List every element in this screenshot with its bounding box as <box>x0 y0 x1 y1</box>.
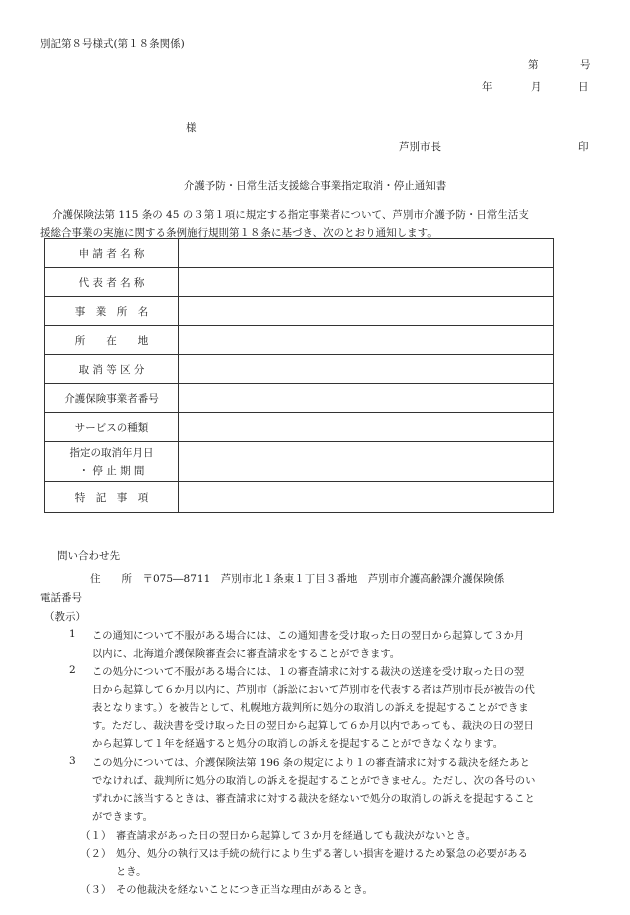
info-table <box>44 238 554 513</box>
row-label: 介護保険事業者番号 <box>45 384 179 413</box>
table-row <box>45 239 554 268</box>
table-row <box>45 355 554 384</box>
note-line: この処分については、介護保険法第 196 条の規定により１の審査請求に対する裁決を経たあと <box>92 757 530 769</box>
note-line: その他裁決を経ないことにつき正当な理由があるとき。 <box>116 884 373 896</box>
sub-note-item <box>116 845 602 881</box>
note-line: ができます。 <box>92 811 153 823</box>
row-value[interactable] <box>179 413 554 442</box>
row-value[interactable] <box>179 326 554 355</box>
number-dai: 第 <box>528 59 539 71</box>
sub-note-number: （２） <box>80 848 112 860</box>
row-value[interactable] <box>179 268 554 297</box>
row-value[interactable] <box>179 355 554 384</box>
note-line: 日から起算して６か月以内に、芦別市（訴訟において芦別市を代表する者は芦別市長が被告の代 <box>92 684 535 696</box>
table-row <box>45 442 554 482</box>
note-line: 以内に、北海道介護保険審査会に審査請求をすることができます。 <box>92 648 401 660</box>
sub-note-number: （１） <box>80 830 112 842</box>
table-row <box>45 413 554 442</box>
note-line: す。ただし、裁決書を受け取った日の翌日から起算して６か月以内であっても、裁決の日の翌日 <box>92 720 534 732</box>
table-row <box>45 482 554 513</box>
document-title: 介護予防・日常生活支援総合事業指定取消・停止通知書 <box>183 180 447 192</box>
note-item <box>92 663 602 753</box>
contact-heading: 問い合わせ先 <box>57 550 120 562</box>
contact-phone-label: 電話番号 <box>40 592 82 604</box>
note-item <box>92 627 602 663</box>
table-row <box>45 297 554 326</box>
number-go: 号 <box>580 59 591 71</box>
row-value[interactable] <box>179 297 554 326</box>
row-label: 代 表 者 名 称 <box>45 268 179 297</box>
notes-heading: （教示） <box>44 611 86 623</box>
issuer: 芦別市長 <box>399 141 441 153</box>
date-year: 年 <box>482 81 493 93</box>
note-line: とき。 <box>116 866 147 878</box>
row-label-line: 指定の取消年月日 <box>69 446 154 459</box>
note-line: この処分について不服がある場合には、１の審査請求に対する裁決の送達を受け取った日の翌 <box>92 666 525 678</box>
row-label: サービスの種類 <box>45 413 179 442</box>
row-label: 特 記 事 項 <box>45 482 179 513</box>
table-row <box>45 384 554 413</box>
intro-paragraph <box>40 206 600 242</box>
note-number: 3 <box>69 755 76 767</box>
row-value[interactable] <box>179 482 554 513</box>
date-month: 月 <box>531 81 542 93</box>
row-value[interactable] <box>179 384 554 413</box>
row-label: 事 業 所 名 <box>45 297 179 326</box>
intro-line: 援総合事業の実施に関する条例施行規則第１８条に基づき、次のとおり通知します。 <box>40 227 438 239</box>
note-line: ずれかに該当するときは、審査請求に対する裁決を経ないで処分の取消しの訴えを提起すること <box>92 793 535 805</box>
note-number: 1 <box>69 628 76 640</box>
note-item <box>92 754 602 826</box>
row-label: 所 在 地 <box>45 326 179 355</box>
row-value[interactable] <box>179 442 554 482</box>
note-line: から起算して１年を経過すると処分の取消しの訴えを提起することができなくなります。 <box>92 738 504 750</box>
row-label: 取 消 等 区 分 <box>45 355 179 384</box>
note-line: でなければ、裁判所に処分の取消しの訴えを提起することができません。ただし、次の各号のい <box>92 775 536 787</box>
note-number: 2 <box>69 664 76 676</box>
table-row <box>45 268 554 297</box>
row-label <box>45 442 179 482</box>
date-day: 日 <box>578 81 589 93</box>
sub-note-number: （３） <box>80 884 112 896</box>
row-value[interactable] <box>179 239 554 268</box>
seal-mark: 印 <box>578 141 589 153</box>
intro-line: 介護保険法第 115 条の 45 の３第１項に規定する指定事業者について、芦別市介護予防・日常生活支 <box>52 209 529 221</box>
note-line: 審査請求があった日の翌日から起算して３か月を経過しても裁決がないとき。 <box>116 830 476 842</box>
table-row <box>45 326 554 355</box>
note-line: 処分、処分の執行又は手続の続行により生ずる著しい損害を避けるため緊急の必要がある <box>116 848 528 860</box>
sub-note-item <box>116 881 602 899</box>
row-label: 申 請 者 名 称 <box>45 239 179 268</box>
note-line: この通知について不服がある場合には、この通知書を受け取った日の翌日から起算して３か月 <box>92 630 525 642</box>
sub-note-item <box>116 827 602 845</box>
contact-address: 住 所 〒075―8711 芦別市北１条東１丁目３番地 芦別市介護高齢課介護保険係 <box>90 573 505 585</box>
form-label: 別記第８号様式(第１８条関係) <box>40 38 185 50</box>
addressee-sama: 様 <box>186 122 197 134</box>
note-line: 表となります。）を被告として、札幌地方裁判所に処分の取消しの訴えを提起することができま <box>92 702 529 714</box>
row-label-line: ・ 停 止 期 間 <box>78 464 145 477</box>
